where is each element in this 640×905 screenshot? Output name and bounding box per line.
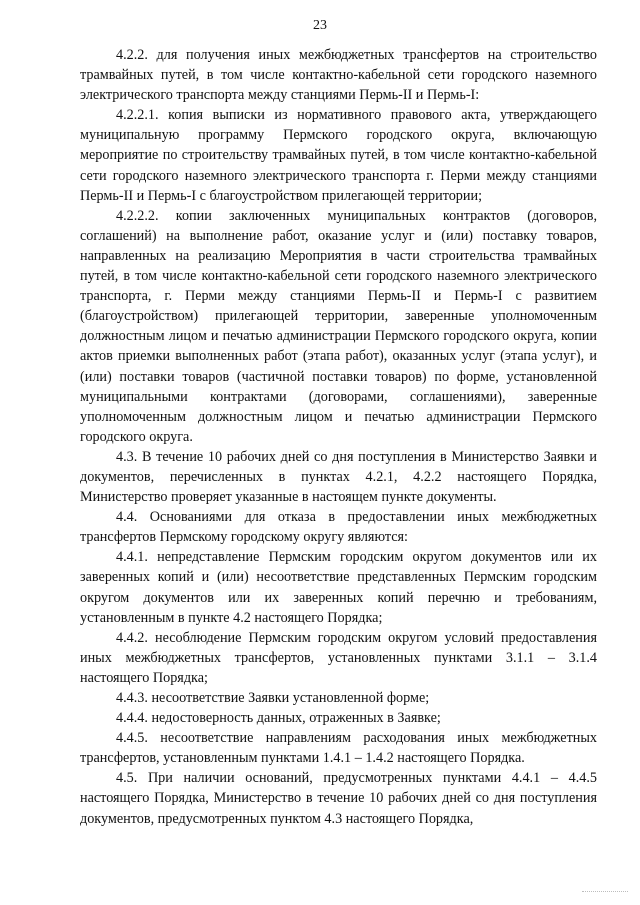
document-body	[80, 45, 597, 829]
paragraph-4-4: 4.4. Основаниями для отказа в предоставлении иных межбюджетных трансфертов Пермскому городскому округу являются:	[80, 509, 597, 546]
paragraph-4-3: 4.3. В течение 10 рабочих дней со дня поступления в Министерство Заявки и документов, перечисленных в пунктах 4.2.1, 4.2.2 настоящего Порядка, Министерство проверяет указанные в настоящем пункте документы.	[80, 448, 597, 506]
paragraph-4-4-2: 4.4.2. несоблюдение Пермским городским округом условий предоставления иных межбюджетных трансфертов, установленных пунктами 3.1.1 – 3.1.4 настоящего Порядка;	[80, 629, 597, 686]
page-number: 23	[313, 18, 327, 33]
paragraph-4-4-5: 4.4.5. несоответствие направлениям расходования иных межбюджетных трансфертов, установленным пунктами 1.4.1 – 1.4.2 настоящего Порядка.	[80, 730, 597, 767]
scan-artifact-mark	[582, 891, 628, 896]
paragraph-4-5: 4.5. При наличии оснований, предусмотренных пунктами 4.4.1 – 4.4.5 настоящего Порядка, Министерство в течение 10 рабочих дней со дня поступления документов, предусмотренных пунктом 4.3 настоящего Порядка,	[80, 770, 597, 827]
paragraph-4-2-2-2: 4.2.2.2. копии заключенных муниципальных контрактов (договоров, соглашений) на выполнение работ, оказание услуг и (или) поставку товаров, направленных на реализацию Мероприятия в части строительства трамвайных путей, в том числе контактно-кабельной сети городского наземного электрического транспорта, г. Перми между станциями Пермь-II и Пермь-I с развитием (благоустройством) прилегающей территории, заверенные уполномоченным должностным лицом и печатью администрации Пермского городского округа, копии актов приемки выполненных работ (этапа работ), оказанных услуг (этапа услуг), и (или) поставки товаров (частичной поставки товаров) по форме, установленной муниципальными контрактами (договорами, соглашениями), заверенные уполномоченным должностным лицом и печатью администрации Пермского городского округа.	[80, 207, 597, 445]
paragraph-4-4-3: 4.4.3. несоответствие Заявки установленной форме;	[116, 690, 430, 706]
paragraph-4-4-4: 4.4.4. недостоверность данных, отраженных в Заявке;	[116, 710, 441, 727]
paragraph-4-2-2: 4.2.2. для получения иных межбюджетных трансфертов на строительство трамвайных путей, в том числе контактно-кабельной сети городского наземного электрического транспорта между станциями Пермь-II и Пермь-I:	[80, 47, 597, 104]
paragraph-4-2-2-1: 4.2.2.1. копия выписки из нормативного правового акта, утверждающего муниципальную программу Пермского городского округа, включающую мероприятие по строительству трамвайных путей, в том числе контактно-кабельной сети городского наземного электрического транспорта г. Перми между станциями Пермь-II и Пермь-I с благоустройством прилегающей территории;	[80, 107, 597, 204]
paragraph-4-4-1: 4.4.1. непредставление Пермским городским округом документов или их заверенных копий и (или) несоответствие представленных Пермским городским округом документов или их заверенных копий перечню и требованиям, установленным в пункте 4.2 настоящего Порядка;	[80, 549, 597, 626]
